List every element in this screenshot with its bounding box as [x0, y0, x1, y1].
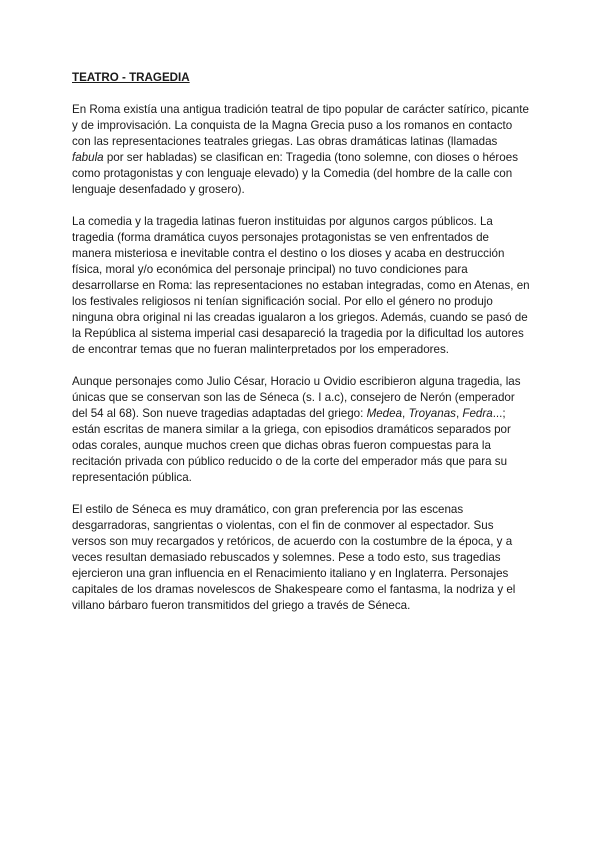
document-title: TEATRO - TRAGEDIA	[72, 71, 190, 84]
paragraph-3-italic-medea: Medea	[366, 407, 403, 420]
paragraph-3-text-a: Aunque personajes como Julio César, Horacio u Ovidio escribieron alguna tragedia, las únicas que se conservan son las de Séneca (s. I a.c), consejero de Nerón (emperador del 54 al 68). Son nueve tragedias adaptadas del griego:	[72, 375, 521, 420]
paragraph-1-italic-fabula: fabula	[72, 151, 104, 164]
paragraph-3-text-g: ...; están escritas de manera similar a la griega, con episodios dramáticos separados por odas corales, aunque muchos creen que dichas obras fueron compuestas para la recitación privada con público reducido o de la corte del emperador más que para su representación pública.	[72, 407, 511, 484]
paragraph-3-italic-troyanas: Troyanas	[408, 407, 456, 420]
paragraph-1-text-c: por ser habladas) se clasifican en: Tragedia (tono solemne, con dioses o héroes como protagonistas y con lenguaje elevado) y la Comedia (del hombre de la calle con lenguaje desenfadado y grosero).	[72, 151, 518, 196]
paragraph-3	[72, 374, 530, 486]
paragraph-2: La comedia y la tragedia latinas fueron instituidas por algunos cargos públicos. La tragedia (forma dramática cuyos personajes protagonistas se ven enfrentados de manera misteriosa e inevitable contra el destino o los dioses y acaba en destrucción física, moral y/o económica del personaje principal) no tuvo condiciones para desarrollarse en Roma: las representaciones no estaban integradas, como en Atenas, en los festivales religiosos ni tenían significación social. Por ello el género no produjo ninguna obra original ni las creadas igualaron a los griegos. Además, cuando se pasó de la República al sistema imperial casi desapareció la tragedia por la dificultad los autores de encontrar temas que no fueran malinterpretados por los emperadores.	[72, 215, 530, 356]
paragraph-4: El estilo de Séneca es muy dramático, con gran preferencia por las escenas desgarradoras, sangrientas o violentas, con el fin de conmover al espectador. Sus versos son muy recargados y retóricos, de acuerdo con la costumbre de la época, y a veces resultan demasiado rebuscados y solemnes. Pese a todo esto, sus tragedias ejercieron una gran influencia en el Renacimiento italiano y en Inglaterra. Personajes capitales de los dramas novelescos de Shakespeare como el fantasma, la nodriza y el villano bárbaro fueron transmitidos del griego a través de Séneca.	[72, 503, 516, 612]
paragraph-3-italic-fedra: Fedra	[462, 407, 493, 420]
document-page	[72, 70, 530, 630]
paragraph-3-sep-2: ,	[455, 407, 463, 420]
paragraph-1-text-a: En Roma existía una antigua tradición teatral de tipo popular de carácter satírico, picante y de improvisación. La conquista de la Magna Grecia puso a los romanos en contacto con las representaciones teatrales griegas. Las obras dramáticas latinas (llamadas	[72, 103, 529, 148]
paragraph-3-sep-1: ,	[402, 407, 409, 420]
paragraph-1	[72, 102, 530, 198]
